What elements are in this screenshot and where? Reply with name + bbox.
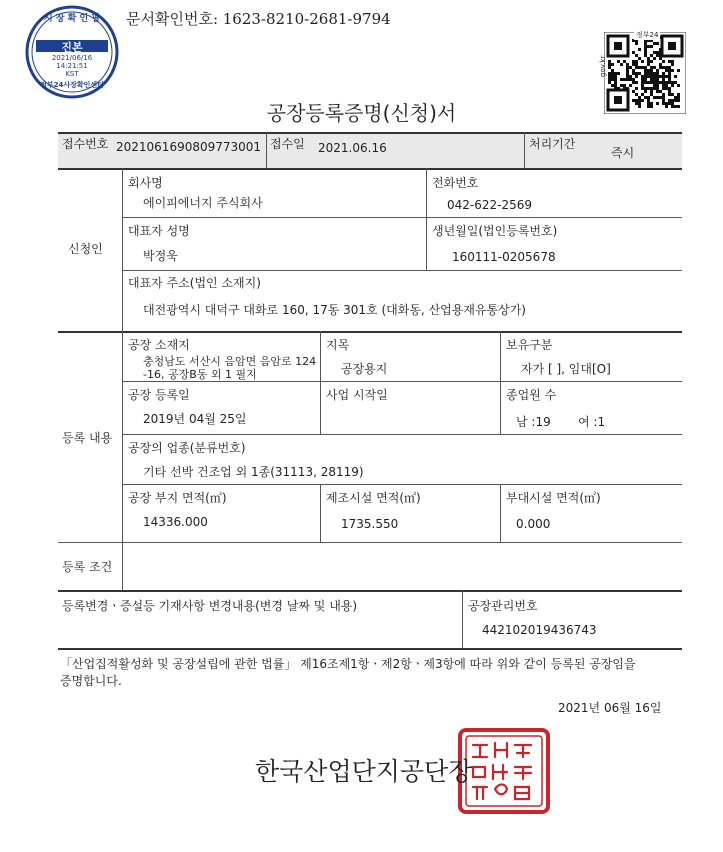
- stamp-tz: KST: [65, 70, 79, 78]
- company-name-value: 에이피에너지 주식회사: [143, 196, 263, 210]
- certification-line2: 증명합니다.: [60, 674, 122, 688]
- stamp-bottom-text: 정부24사장확인센터: [40, 81, 104, 89]
- aux-area-label: 부대시설 면적(㎡): [506, 491, 601, 505]
- issue-date: 2021년 06월 16일: [558, 701, 662, 715]
- stamp-top-text: 시 장 확 인 필: [43, 14, 100, 24]
- address-label: 대표자 주소(법인 소재지): [128, 276, 261, 290]
- receipt-date-label: 접수일: [270, 137, 305, 151]
- industry-value: 기타 선박 건조업 외 1종(31113, 28119): [143, 465, 364, 479]
- ownership-label: 보유구분: [506, 338, 553, 352]
- conditions-label: 등록 조건: [62, 560, 113, 574]
- representative-value: 박정욱: [143, 249, 178, 263]
- issuer-name: 한국산업단지공단장: [255, 757, 473, 786]
- factory-location-line2: -16, 공장B동 외 1 필지: [143, 368, 257, 381]
- receipt-number-label: 접수번호: [62, 137, 109, 151]
- certification-line1: 「산업집적활성화 및 공장설립에 관한 법률」 제16조제1항ㆍ제2항ㆍ제3항에 따라 위와 같이 등록된 공장임을: [60, 657, 636, 671]
- verification-stamp: [24, 4, 120, 100]
- receipt-date-value: 2021.06.16: [318, 141, 387, 155]
- site-area-value: 14336.000: [143, 515, 208, 529]
- factory-reg-date-label: 공장 등록일: [128, 388, 190, 402]
- birth-reg-label: 생년월일(법인등록번호): [432, 224, 558, 238]
- land-category-label: 지목: [326, 338, 350, 352]
- birth-reg-value: 160111-0205678: [452, 250, 556, 264]
- factory-location-label: 공장 소재지: [128, 338, 190, 352]
- stamp-time: 14:21:51: [56, 62, 88, 70]
- receipt-number-value: 2021061690809773001: [116, 140, 262, 154]
- land-category-value: 공장용지: [341, 362, 388, 376]
- mfg-area-label: 제조시설 면적(㎡): [326, 491, 421, 505]
- representative-label: 대표자 성명: [128, 224, 190, 238]
- changes-label: 등록변경ㆍ증설등 기재사항 변경내용(변경 날짜 및 내용): [62, 599, 358, 613]
- qr-side-text: gov.kr: [599, 55, 607, 77]
- employees-male: 남 :19: [516, 415, 551, 429]
- mfg-area-value: 1735.550: [341, 517, 399, 531]
- business-start-label: 사업 시작일: [326, 388, 388, 402]
- aux-area-value: 0.000: [516, 517, 551, 531]
- address-value: 대전광역시 대덕구 대화로 160, 17동 301호 (대화동, 산업용재유통상가): [143, 303, 526, 317]
- mgmt-number-value: 442102019436743: [482, 623, 597, 637]
- factory-reg-date-value: 2019년 04월 25일: [143, 412, 247, 426]
- applicant-section-label: 신청인: [68, 242, 103, 256]
- phone-value: 042-622-2569: [447, 198, 533, 212]
- registration-section-label: 등록 내용: [62, 431, 113, 445]
- employees-label: 종업원 수: [506, 388, 557, 402]
- stamp-date: 2021/06/16: [51, 54, 93, 62]
- phone-label: 전화번호: [432, 176, 479, 190]
- site-area-label: 공장 부지 면적(㎡): [128, 491, 227, 505]
- document-number-line: 문서확인번호: 1623-8210-2681-9794: [126, 10, 391, 28]
- stamp-word: 진본: [61, 41, 83, 54]
- employees-female: 여 :1: [578, 415, 606, 429]
- company-name-label: 회사명: [128, 176, 163, 190]
- mgmt-number-label: 공장관리번호: [468, 599, 538, 613]
- processing-period-value: 즉시: [611, 146, 635, 160]
- industry-label: 공장의 업종(분류번호): [128, 441, 246, 455]
- ownership-value: 자가 [ ], 임대[O]: [521, 362, 611, 376]
- factory-location-line1: 충청남도 서산시 음암면 음암로 124: [143, 355, 317, 368]
- qr-label: 정부24: [636, 31, 659, 39]
- processing-period-label: 처리기간: [529, 137, 576, 151]
- page-title: 공장등록증명(신청)서: [266, 101, 457, 125]
